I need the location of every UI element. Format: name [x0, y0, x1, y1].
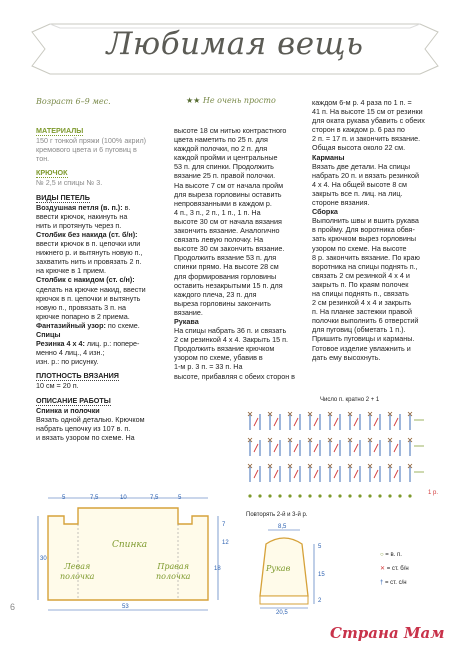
chart-repeat-note: Повторять 2-й и 3-й р. — [246, 512, 308, 518]
difficulty-text: Не очень просто — [202, 96, 276, 105]
dim-label: 7,5 — [150, 495, 159, 501]
sleeve-label: Рукав — [266, 564, 291, 573]
single-crochet-icon: ✕ — [380, 566, 386, 572]
assembly-heading: Сборка — [312, 207, 338, 217]
work-subheading: Спинка и полочки — [36, 405, 100, 415]
column-1: МАТЕРИАЛЫ 150 г тонкой пряжи (100% акрил) кремового цвета и 6 пуговиц в тон. КРЮЧОК № 2,5 и спицы № 3. ВИДЫ ПЕТЕЛЬ Воздушная петля (в. п.): в. ввести крючок, накинуть на нить и протянуть через п. Столбик без накида (ст. б/н): ввести крючок в п. цепочки или нижнего р. и вытянуть новую п., захватить нить и провязать 2 п. на крючке в 1 прием. Столбик с накидом (ст. с/н): сделать на крючке накид, ввести крючок в п. цепочки и вытянуть новую п., провязать 3 п. на крючке попарно в 2 приема. Фантазийный узор: по схеме. Спицы Резинка 4 х 4: лиц. р.: попере- менно 4 лиц., 4 изн.; изн. р.: по рисунку. ПЛОТНОСТЬ ВЯЗАНИЯ 10 см = 20 п. ОПИСАНИЕ РАБОТЫ Спинка и полочки Вязать одной деталью. Крючком набрать цепочку из 107 в. п. и вязать узором по схеме. На — [36, 126, 170, 442]
hook-heading: КРЮЧОК — [36, 168, 68, 178]
legend-item: † = ст. с/н — [380, 580, 407, 586]
double-crochet-icon: † — [380, 580, 384, 586]
chart-columns — [248, 412, 424, 498]
age-label: Возраст 6–9 мес. — [36, 97, 111, 106]
hook-text: № 2,5 и спицы № 3. — [36, 178, 103, 188]
right-front-label: Правая полочка — [156, 562, 191, 581]
dim-label: 7,5 — [90, 495, 99, 501]
dim-label: 5 — [62, 495, 66, 501]
width-label: 53 — [122, 604, 129, 610]
column-2: высоте 18 см нитью контрастного цвета наметить по 25 п. для каждой полочки, по 2 п. для каждой пройми и центральные 53 п. для спинки. Продолжить вязание 25 п. правой полочки. На высоте 7 см от начала пройм для выреза горловины оставить непровязанными в каждом р. 4 п., 3 п., 2 п., 1 п., 1 п. На высоте 30 см от начала вязания закончить вязание. Аналогично связать левую полочку. На высоте 30 см закончить вязание. Продолжить вязание 53 п. для спинки прямо. На высоте 28 см для формирования горловины оставить незакрытыми 15 п. для каждого плеча, 23 п. для выреза горловины закончить вязание. Рукава На спицы набрать 36 п. и связать 2 см резинкой 4 х 4. Закрыть 15 п. Продолжить вязание крючком узором по схеме, убавив в 1-м р. 3 п. = 33 п. На высоте, прибавляя с обеих сторон в — [174, 126, 306, 381]
page-number: 6 — [10, 602, 16, 612]
jacket-pattern — [28, 490, 228, 620]
legend-item: ○ = в. п. — [380, 552, 402, 558]
sleeves-heading: Рукава — [174, 316, 199, 326]
column-3: каждом 6-м р. 4 раза по 1 п. = 41 п. На высоте 15 см от резинки для оката рукава убавить с обеих сторон в каждом р. 6 раз по 2 п. = 17 п. и закончить вязание. Общая высота около 22 см. Карманы Вязать две детали. На спицы набрать 20 п. и вязать резинкой 4 х 4. На общей высоте 8 см закрыть все п. лиц. на лиц. стороне вязания. Сборка Выполнить швы и вшить рукава в пройму. Для воротника обвя- зать крючком вырез горловины узором по схеме. На высоте 8 р. закончить вязание. По краю воротника на спицы поднять п., связать 2 см резинкой 4 х 4 и закрыть п. По краям полочек на спицы поднять п., связать 2 см резинкой 4 х 4 и закрыть п. На планке застежки правой полочки выполнить 6 отверстий для пуговиц (обметать 1 п.). Пришить пуговицы и карманы. Готовое изделие увлажнить и дать ему высохнуть. — [312, 98, 442, 362]
stitches-heading: ВИДЫ ПЕТЕЛЬ — [36, 192, 90, 202]
materials-heading: МАТЕРИАЛЫ — [36, 126, 84, 135]
difficulty-stars: ★★ — [186, 96, 201, 105]
dim-label: 10 — [120, 495, 127, 501]
height-label: 18 — [214, 566, 221, 572]
chart-row-label: 1 р. — [428, 490, 439, 496]
height-label: 12 — [222, 540, 229, 546]
chain-icon: ○ — [380, 552, 384, 558]
height-label: 7 — [222, 522, 226, 528]
sleeve-dim-label: 15 — [318, 572, 325, 578]
sleeve-dim-label: 5 — [318, 544, 322, 550]
chart-legend — [380, 548, 409, 590]
sleeve-width-label: 20,5 — [276, 610, 288, 616]
legend-item: ✕ = ст. б/н — [380, 566, 409, 572]
density-heading: ПЛОТНОСТЬ ВЯЗАНИЯ — [36, 371, 119, 381]
page-title: Любимая вещь — [106, 26, 364, 62]
pockets-heading: Карманы — [312, 152, 345, 162]
density-text: 10 см = 20 п. — [36, 381, 79, 391]
back-label: Спинка — [112, 540, 148, 550]
work-heading: ОПИСАНИЕ РАБОТЫ — [36, 395, 111, 405]
site-logo[interactable]: Страна Мам — [330, 624, 445, 642]
sleeve-dim-label: 2 — [318, 598, 322, 604]
dim-label: 5 — [178, 495, 182, 501]
chart-multiple-note: Число п. кратно 2 + 1 — [320, 397, 380, 403]
chain-dots — [248, 494, 411, 497]
materials-line: 150 г тонкой пряжи (100% акрил) — [36, 136, 147, 146]
difficulty-label — [186, 96, 276, 105]
height-label: 30 — [40, 556, 47, 562]
sleeve-top-label: 8,5 — [278, 524, 287, 530]
crochet-chart — [238, 400, 458, 530]
materials-line: тон. — [36, 154, 50, 164]
materials-line: кремового цвета и 6 пуговиц в — [36, 145, 137, 155]
needles-heading: Спицы — [36, 329, 61, 339]
left-front-label: Левая полочка — [60, 562, 95, 581]
